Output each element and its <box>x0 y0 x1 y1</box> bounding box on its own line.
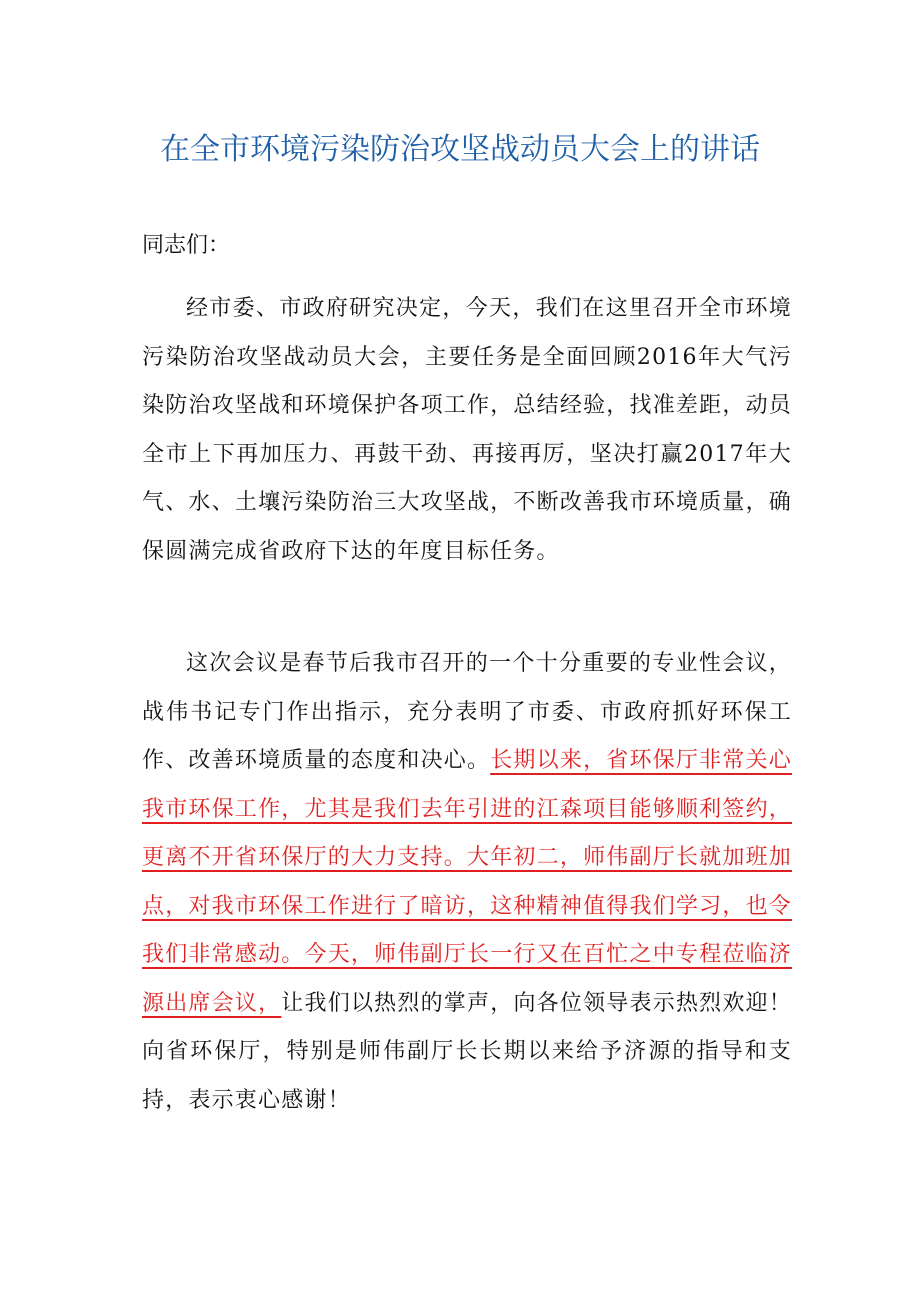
paragraph-2 <box>142 640 792 1125</box>
paragraph-2-outro: 让我们以热烈的掌声，向各位领导表示热烈欢迎！向省环保厅，特别是师伟副厅长长期以来给予济源的指导和支持，表示衷心感谢！ <box>142 990 793 1113</box>
document-title: 在全市环境污染防治攻坚战动员大会上的讲话 <box>160 132 760 167</box>
paragraph-1: 经市委、市政府研究决定，今天，我们在这里召开全市环境污染防治攻坚战动员大会，主要任务是全面回顾2016年大气污染防治攻坚战和环境保护各项工作，总结经验，找准差距，动员全市上下再加压力、再鼓干劲、再接再厉，坚决打赢2017年大气、水、土壤污染防治三大攻坚战，不断改善我市环境质量，确保圆满完成省政府下达的年度目标任务。 <box>142 296 792 564</box>
salutation: 同志们： <box>142 233 231 258</box>
paragraph-2-intro: 这次会议是春节后我市召开的一个十分重要的专业性会议，战伟书记专门作出指示，充分表明了市委、市政府抓好环保工作、改善环境质量的态度和决心。 <box>142 651 792 773</box>
paragraph-2-highlight: 长期以来，省环保厅非常关心我市环保工作，尤其是我们去年引进的江森项目能够顺利签约，更离不开省环保厅的大力支持。大年初二，师伟副厅长就加班加点，对我市环保工作进行了暗访，这种精神值得我们学习，也令我们非常感动。今天，师伟副厅长一行又在百忙之中专程莅临济源出席会议， <box>142 748 792 1016</box>
